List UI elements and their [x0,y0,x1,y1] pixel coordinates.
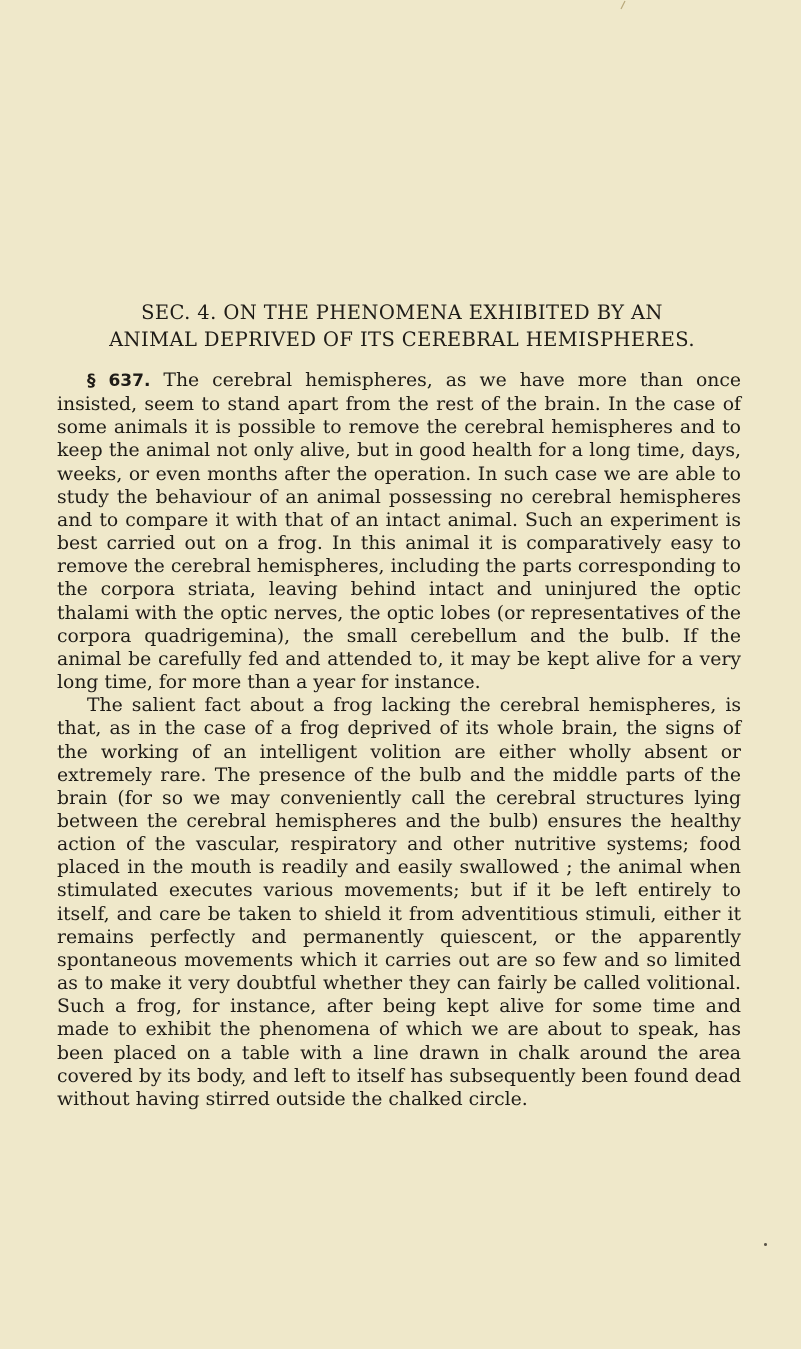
stray-dot [764,1243,767,1246]
body-text [57,369,741,1111]
paragraph-637 [57,369,741,694]
section-heading [57,299,747,353]
section-mark: § 637. [87,371,151,391]
section-heading-line-1: SEC. 4. ON THE PHENOMENA EXHIBITED BY AN [141,301,663,324]
paragraph-salient-fact-text: The salient fact about a frog lacking the cerebral hemispheres, is that, as in the case of a frog deprived of its whole brain, the signs of the working of an intelligent volition are either wholly absent or extremely rare. The presence of the bulb and the middle parts of the brain (for so we may conveniently call the cerebral structures lying between the cerebral hemispheres and the bulb) ensures the healthy action of the vascular, respiratory and other nutritive systems; food placed in the mouth is readily and easily swallowed ; the animal when stimulated executes various movements; but if it be left entirely to itself, and care be taken to shield it from adventitious stimuli, either it remains perfectly and permanently quiescent, or the apparently spontaneous movements which it carries out are so few and so limited as to make it very doubtful whether they can fairly be called volitional. Such a frog, for instance, after being kept alive for some time and made to exhibit the phenomena of which we are about to speak, has been placed on a table with a line drawn in chalk around the area covered by its body, and left to itself has subsequently been found dead without having stirred outside the chalked circle. [57,695,741,1110]
paragraph-637-text: The cerebral hemispheres, as we have more than once insisted, seem to stand apart from the rest of the brain. In the case of some animals it is possible to remove the cerebral hemispheres and to keep the animal not only alive, but in good health for a long time, days, weeks, or even months after the operation. In such case we are able to study the behaviour of an animal possessing no cerebral hemispheres and to compare it with that of an intact animal. Such an experiment is best carried out on a frog. In this animal it is comparatively easy to remove the cerebral hemispheres, including the parts corresponding to the corpora striata, leaving behind intact and uninjured the optic thalami with the optic nerves, the optic lobes (or representatives of the corpora quadrigemina), the small cerebellum and the bulb. If the animal be carefully fed and attended to, it may be kept alive for a very long time, for more than a year for instance. [57,370,741,694]
section-heading-line-2: ANIMAL DEPRIVED OF ITS CEREBRAL HEMISPHERES. [109,328,695,351]
paragraph-salient-fact [57,694,741,1111]
ink-mark [620,0,626,10]
